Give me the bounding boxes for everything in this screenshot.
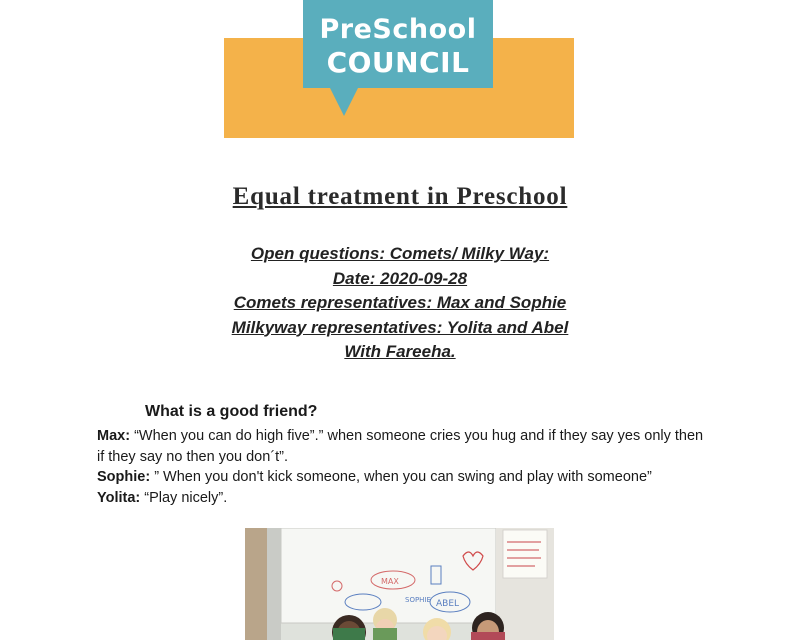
answer-text-max: “When you can do high five”.” when someone cries you hug and if they say yes only then if they say no then you don´t”. xyxy=(97,428,704,465)
logo-speech-tail xyxy=(330,88,358,116)
document-title: Equal treatment in Preschool xyxy=(232,183,568,210)
speaker-max: Max: xyxy=(97,428,131,444)
answers xyxy=(97,426,707,508)
question-heading: What is a good friend? xyxy=(145,403,318,420)
meta-line-comets: Comets representatives: Max and Sophie xyxy=(233,293,567,312)
board-word-abel: ABEL xyxy=(436,599,460,609)
board-word-max: MAX xyxy=(381,577,399,586)
classroom-photo xyxy=(245,528,554,640)
board-word-sophie: SOPHIE xyxy=(405,596,431,604)
meta-line-milkyway: Milkyway representatives: Yolita and Abel xyxy=(231,317,569,337)
meeting-info xyxy=(0,242,800,365)
photo-illustration xyxy=(245,528,554,640)
logo xyxy=(303,0,493,88)
meta-line-date: Date: 2020-09-28 xyxy=(332,268,468,288)
logo-line-1: PreSchool xyxy=(319,13,477,45)
speaker-yolita: Yolita: xyxy=(97,489,141,506)
answer-max xyxy=(97,426,707,467)
speaker-sophie: Sophie: xyxy=(97,469,151,485)
meta-line-questions: Open questions: Comets/ Milky Way: xyxy=(250,244,550,263)
meta-line-with: With Fareeha. xyxy=(344,342,456,361)
logo-line-2: COUNCIL xyxy=(326,45,470,79)
answer-sophie xyxy=(97,467,707,488)
answer-text-sophie: ” When you don't kick someone, when you can swing and play with someone” xyxy=(150,469,652,485)
answer-text-yolita: “Play nicely”. xyxy=(140,489,228,506)
answer-yolita xyxy=(97,488,707,509)
